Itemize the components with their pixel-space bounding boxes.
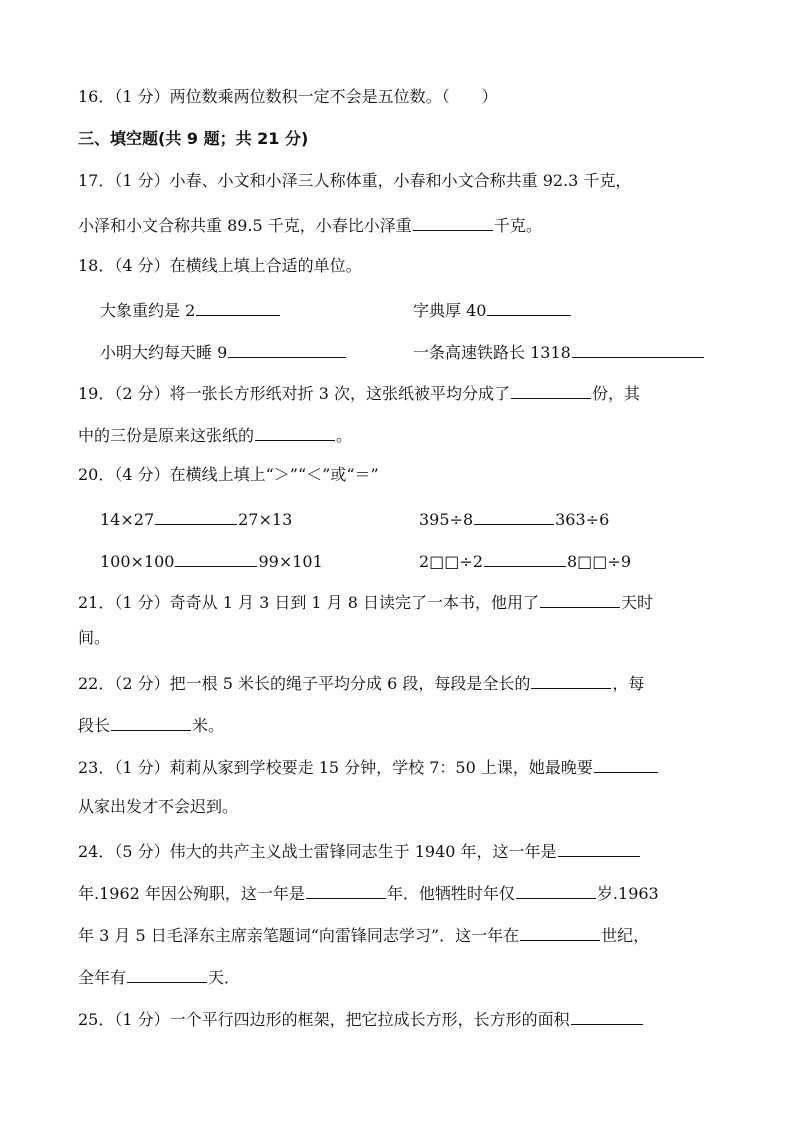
question-20-stem [78,464,379,486]
question-24-text-b: 年.1962 年因公殉职，这一年是 [78,884,305,903]
question-19-line-1 [78,380,640,405]
question-24-text-h: 天． [208,968,241,987]
question-24-line-3 [78,922,649,947]
answer-blank[interactable] [572,339,704,358]
question-20-item [100,548,323,573]
question-24-text-f: 世纪， [601,926,650,945]
section-heading [78,128,308,150]
question-18-text: 18．（4 分）在横线上填上合适的单位。 [78,256,362,275]
question-17-line-2 [78,212,542,237]
section-title: 三、填空题(共 9 题；共 21 分) [78,129,309,148]
answer-blank[interactable] [594,754,658,773]
answer-blank[interactable] [474,506,554,525]
question-18-stem [78,255,362,277]
question-21-text-a: 21．（1 分）奇奇从 1 月 3 日到 1 月 8 日读完了一本书，他用了 [78,593,540,612]
question-20-text: 20．（4 分）在横线上填上“＞”“＜”或“＝” [78,465,379,484]
question-19-text-c: 中的三份是原来这张纸的 [78,426,255,445]
question-22-text-c: 段长 [78,716,111,735]
answer-blank[interactable] [255,422,335,441]
expression-right: 27×13 [238,510,293,529]
question-16 [78,86,498,108]
question-24-text-c: 年．他牺牲时年仅 [386,884,515,903]
answer-blank[interactable] [511,380,591,399]
question-19-text-b: 份，其 [591,384,640,403]
expression-right: 99×101 [258,552,323,571]
question-18-item-text: 大象重约是 2 [100,301,196,320]
answer-blank[interactable] [111,712,191,731]
question-20-item [100,506,292,531]
question-21-text-c: 间。 [78,628,111,647]
answer-blank[interactable] [484,548,566,567]
question-17-text: 17．（1 分）小春、小文和小泽三人称体重，小春和小文合称共重 92.3 千克， [78,171,632,190]
answer-blank[interactable] [531,670,611,689]
question-24-text-e: 年 3 月 5 日毛泽东主席亲笔题词“向雷锋同志学习”．这一年在 [78,926,520,945]
question-17-text-a: 小泽和小文合称共重 89.5 千克，小春比小泽重 [78,216,412,235]
expression-left: 2□□÷2 [419,552,483,571]
expression-right: 363÷6 [555,510,610,529]
question-24-text-d: 岁.1963 [596,884,659,903]
expression-left: 395÷8 [419,510,474,529]
question-18-item [100,339,347,364]
question-25-line-1 [78,1006,644,1031]
question-22-line-2 [78,712,224,737]
question-24-line-2 [78,880,659,905]
question-17-text-b: 千克。 [493,216,542,235]
question-23-line-1 [78,754,659,779]
answer-blank[interactable] [413,212,493,231]
answer-blank[interactable] [571,1006,643,1025]
question-21-text-b: 天时 [621,593,654,612]
answer-blank[interactable] [196,297,280,316]
question-18-item-text: 一条高速铁路长 1318 [413,343,571,362]
question-18-item-text: 小明大约每天睡 9 [100,343,228,362]
answer-blank[interactable] [520,922,600,941]
answer-blank[interactable] [306,880,386,899]
question-22-text-b: ，每 [612,674,645,693]
question-23-text-b: 从家出发才不会迟到。 [78,797,239,816]
expression-right: 8□□÷9 [567,552,631,571]
answer-blank[interactable] [558,838,640,857]
question-19-line-2 [78,422,352,447]
question-23-line-2 [78,796,238,818]
question-19-text-d: 。 [336,426,353,445]
question-21-line-1 [78,589,653,614]
question-20-item [419,548,631,573]
answer-blank[interactable] [127,964,207,983]
answer-blank[interactable] [516,880,596,899]
question-23-text-a: 23．（1 分）莉莉从家到学校要走 15 分钟，学校 7：50 上课，她最晚要 [78,758,593,777]
question-21-line-2 [78,627,110,649]
answer-blank[interactable] [228,339,346,358]
question-19-text-a: 19．（2 分）将一张长方形纸对折 3 次，这张纸被平均分成了 [78,384,510,403]
question-22-text-d: 米。 [192,716,225,735]
question-17-line-1 [78,170,631,192]
question-20-item [419,506,609,531]
question-18-item [100,297,281,322]
question-24-line-4 [78,964,240,989]
question-24-text-a: 24．（5 分）伟大的共产主义战士雷锋同志生于 1940 年，这一年是 [78,842,557,861]
question-22-text-a: 22．（2 分）把一根 5 米长的绳子平均分成 6 段，每段是全长的 [78,674,531,693]
question-24-text-g: 全年有 [78,968,127,987]
question-18-item [413,339,705,364]
expression-left: 14×27 [100,510,155,529]
question-16-text: 16．（1 分）两位数乘两位数积一定不会是五位数。（ ） [78,87,498,106]
answer-blank[interactable] [175,548,257,567]
question-24-line-1 [78,838,641,863]
question-18-item-text: 字典厚 40 [413,301,487,320]
answer-blank[interactable] [540,589,620,608]
expression-left: 100×100 [100,552,175,571]
question-22-line-1 [78,670,644,695]
question-25-text: 25．（1 分）一个平行四边形的框架，把它拉成长方形，长方形的面积 [78,1010,570,1029]
question-18-item [413,297,572,322]
answer-blank[interactable] [155,506,237,525]
answer-blank[interactable] [487,297,571,316]
